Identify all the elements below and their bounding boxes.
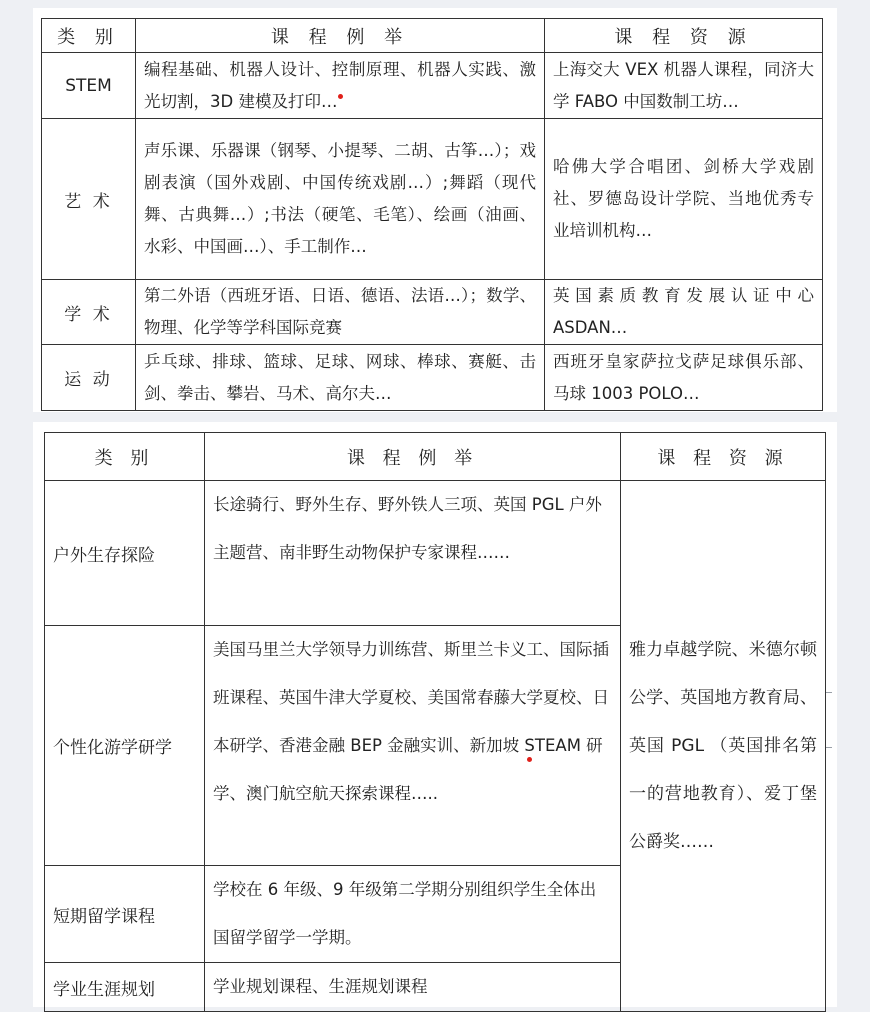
row-category: 学业生涯规划 [45, 963, 205, 1012]
row-examples: 第二外语（西班牙语、日语、德语、法语…）；数学、物理、化学等学科国际竞赛 [136, 280, 545, 345]
row-category: 学 术 [42, 280, 136, 345]
row-category: 个性化游学研学 [45, 626, 205, 866]
red-marker-dot [338, 94, 343, 99]
row-category: 运 动 [42, 345, 136, 411]
row-category: 艺 术 [42, 119, 136, 280]
row-category: STEM [42, 53, 136, 119]
row-examples: 声乐课、乐器课（钢琴、小提琴、二胡、古筝…）；戏剧表演（国外戏剧、中国传统戏剧…）;舞蹈（现代舞、古典舞…）;书法（硬笔、毛笔）、绘画（油画、水彩、中国画…）、手工制作… [136, 119, 545, 280]
table-panel-2 [33, 422, 837, 1007]
table-header-row [42, 19, 823, 53]
row-category: 短期留学课程 [45, 866, 205, 963]
edge-tick-mark [826, 747, 832, 748]
table-header-row [45, 433, 826, 481]
table-row [42, 345, 823, 411]
table-row [42, 53, 823, 119]
row-examples: 乒乓球、排球、篮球、足球、网球、棒球、赛艇、击剑、拳击、攀岩、马术、高尔夫… [136, 345, 545, 411]
shared-resources-cell: 雅力卓越学院、米德尔顿公学、英国地方教育局、英国 PGL （英国排名第一的营地教育）、爱丁堡公爵奖…… [621, 481, 826, 1012]
table-row [42, 119, 823, 280]
row-resources: 上海交大 VEX 机器人课程，同济大学 FABO 中国数制工坊… [545, 53, 823, 119]
red-marker-dot [527, 757, 532, 762]
course-table-2 [44, 432, 826, 1012]
row-resources: 哈佛大学合唱团、剑桥大学戏剧社、罗德岛设计学院、当地优秀专业培训机构… [545, 119, 823, 280]
row-examples: 编程基础、机器人设计、控制原理、机器人实践、激光切割，3D 建模及打印… [136, 53, 545, 119]
table-row [42, 280, 823, 345]
course-table-1 [41, 18, 823, 411]
row-examples: 美国马里兰大学领导力训练营、斯里兰卡义工、国际插班课程、英国牛津大学夏校、美国常春藤大学夏校、日本研学、香港金融 BEP 金融实训、新加坡 STEAM 研学、澳门航空航天探索课程….. [205, 626, 621, 866]
header-category: 类 别 [42, 19, 136, 53]
row-category: 户外生存探险 [45, 481, 205, 626]
row-resources: 西班牙皇家萨拉戈萨足球俱乐部、马球 1003 POLO… [545, 345, 823, 411]
table-row [45, 481, 826, 626]
header-category: 类 别 [45, 433, 205, 481]
row-examples: 学校在 6 年级、9 年级第二学期分别组织学生全体出国留学留学一学期。 [205, 866, 621, 963]
header-examples: 课 程 例 举 [205, 433, 621, 481]
header-examples: 课 程 例 举 [136, 19, 545, 53]
row-resources: 英国素质教育发展认证中心 ASDAN… [545, 280, 823, 345]
table-panel-1 [33, 8, 837, 412]
row-examples: 长途骑行、野外生存、野外铁人三项、英国 PGL 户外主题营、南非野生动物保护专家课程…… [205, 481, 621, 626]
header-resources: 课 程 资 源 [545, 19, 823, 53]
edge-tick-mark [826, 692, 832, 693]
header-resources: 课 程 资 源 [621, 433, 826, 481]
row-examples: 学业规划课程、生涯规划课程 [205, 963, 621, 1012]
